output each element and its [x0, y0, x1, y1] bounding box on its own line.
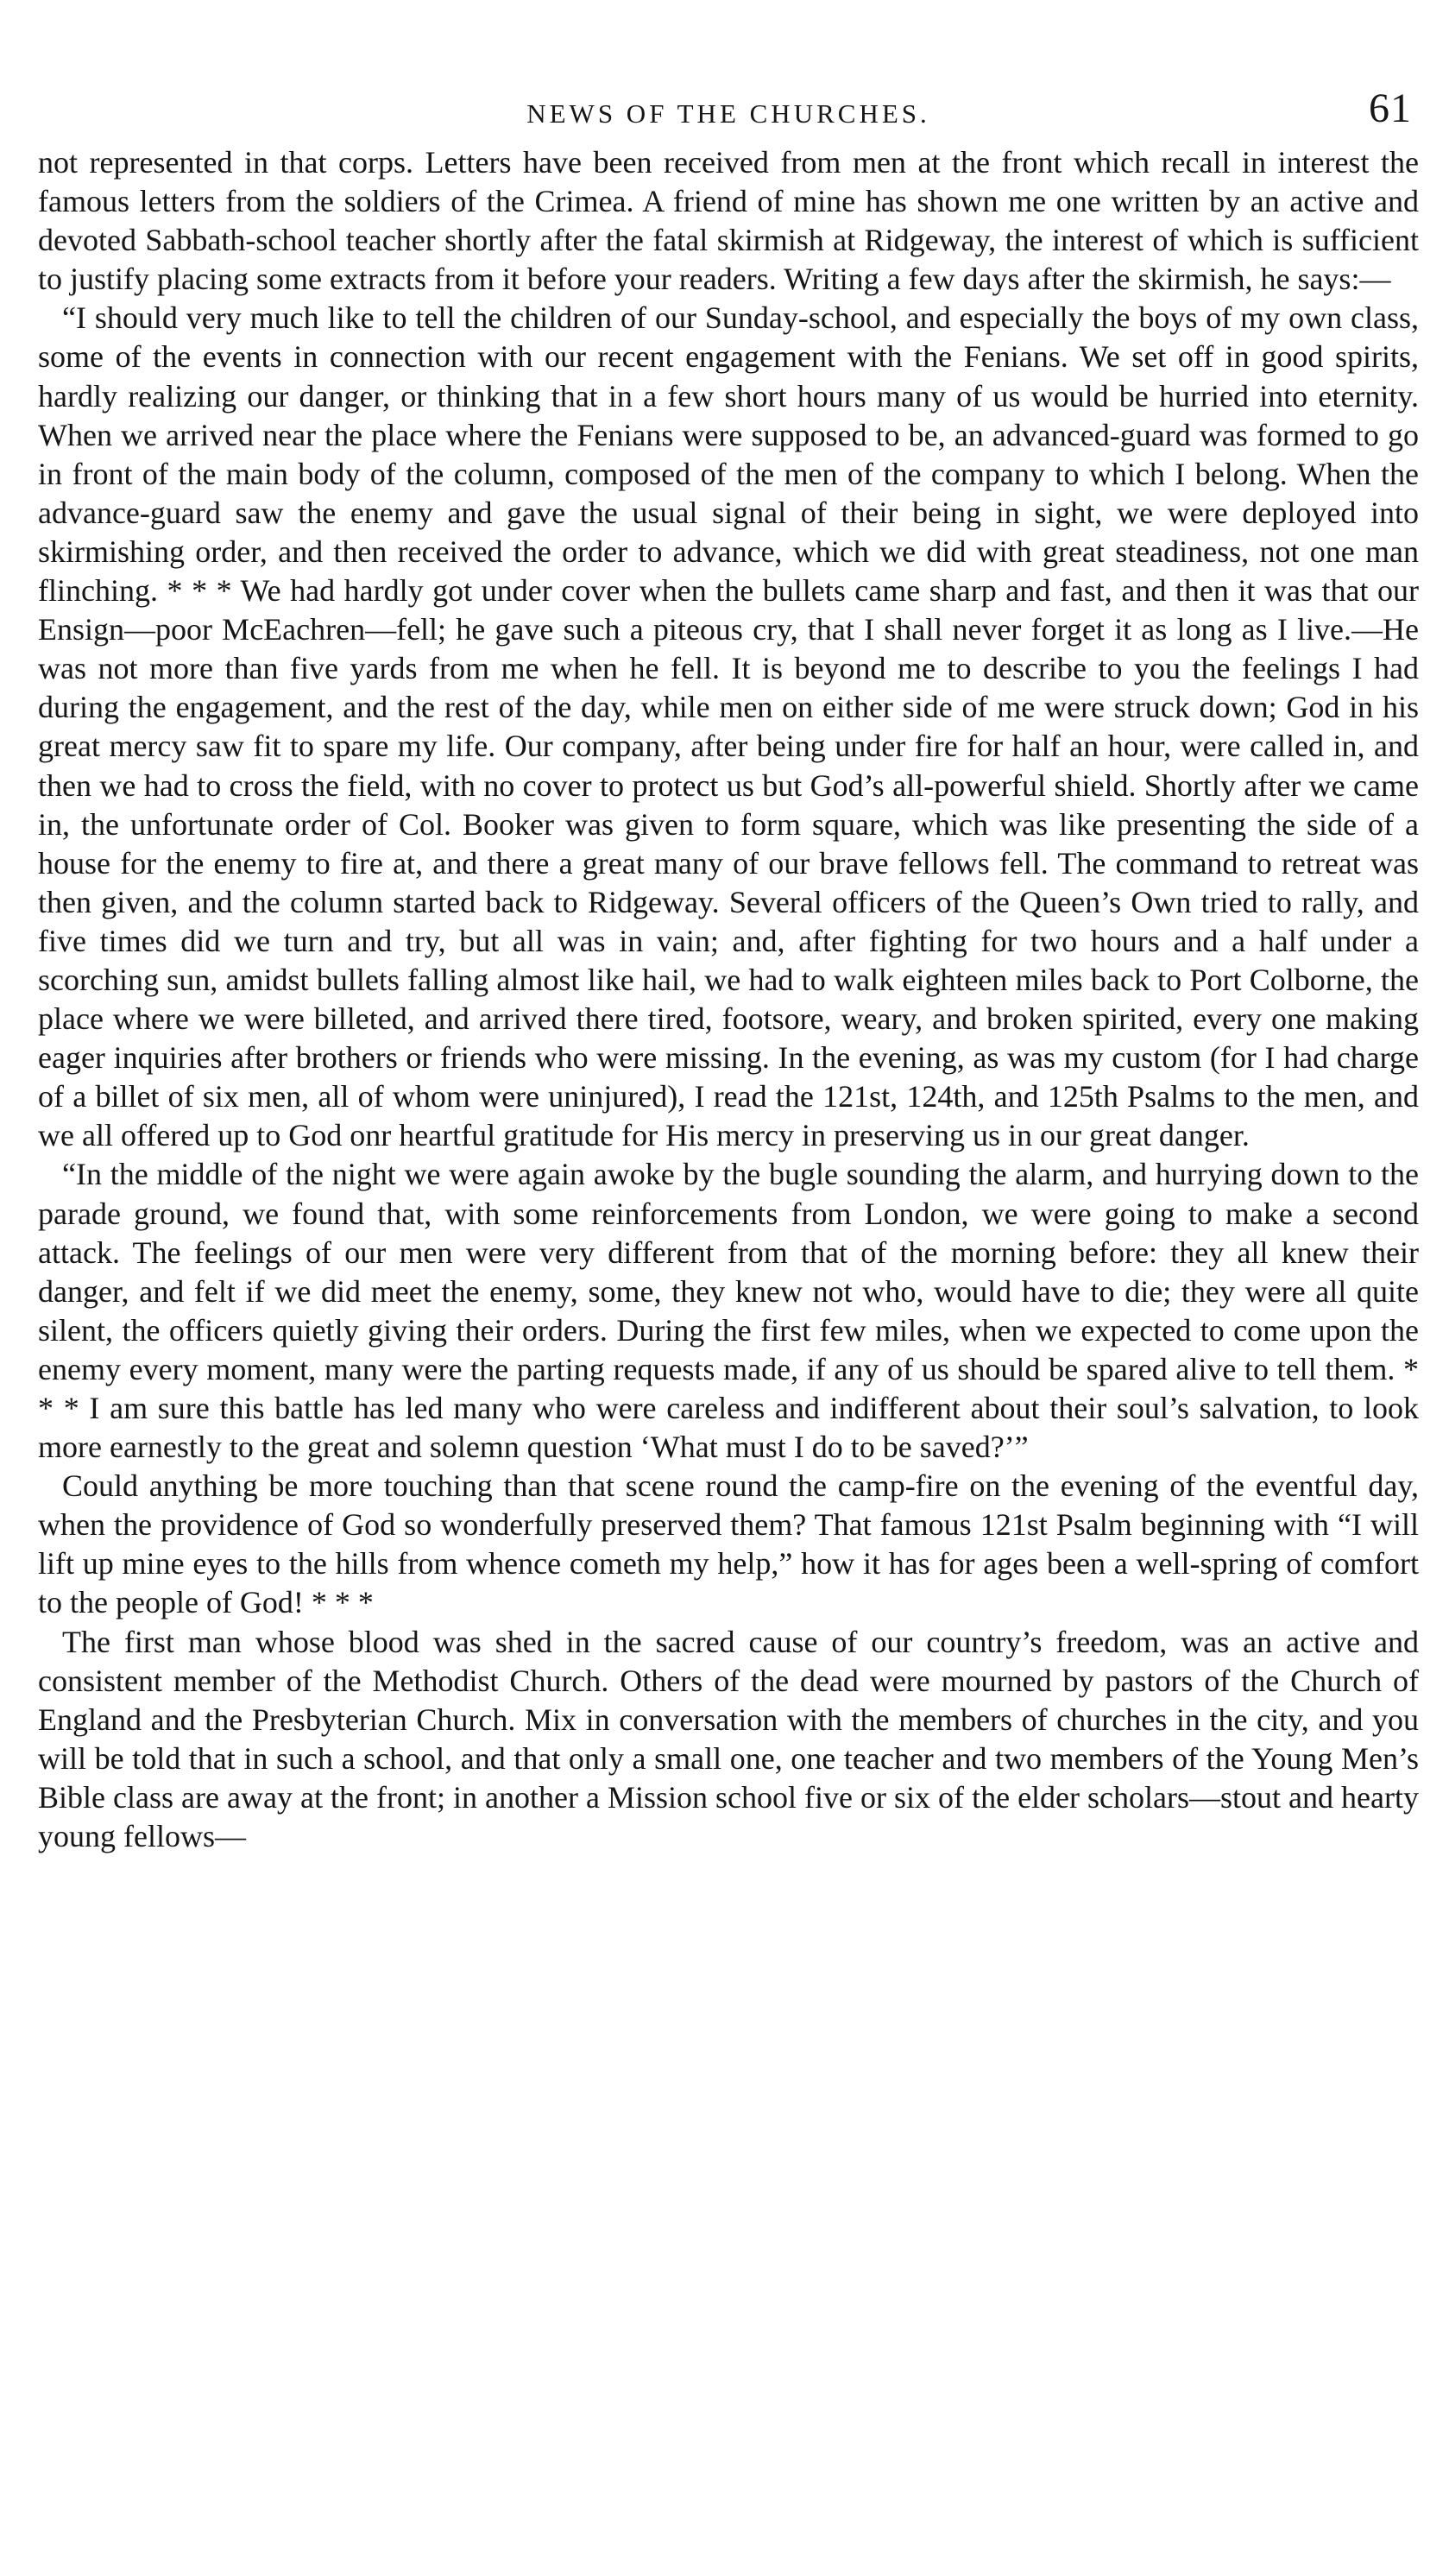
- running-title: NEWS OF THE CHURCHES.: [526, 98, 930, 129]
- body-text: [38, 143, 1419, 1856]
- paragraph-commentary: Could anything be more touching than that scene round the camp-fire on the evening of the eventful day, when the providence of God so wonderfully preserved them? That famous 121st Psalm beginning with “I will lift up mine eyes to the hills from whence cometh my help,” how it has for ages been a well-spring of comfort to the people of God! * * *: [38, 1468, 1419, 1620]
- paragraph-letter-second-part: “In the middle of the night we were again awoke by the bugle sounding the alarm, and hurrying down to the parade ground, we found that, with some reinforcements from London, we were going to make a second attack. The feelings of our men were very different from that of the morning before: they all knew their danger, and felt if we did meet the enemy, some, they knew not who, would have to die; they were all quite silent, the officers quietly giving their orders. During the first few miles, when we expected to come upon the enemy every moment, many were the parting requests made, if any of us should be spared alive to tell them. * * * I am sure this battle has led many who were careless and indifferent about their soul’s salvation, to look more earnestly to the great and solemn question ‘What must I do to be saved?’”: [38, 1157, 1419, 1465]
- document-page: [38, 60, 1419, 1856]
- paragraph-church-news: The first man whose blood was shed in the sacred cause of our country’s freedom, was an active and consistent member of the Methodist Church. Others of the dead were mourned by pastors of the Church of England and the Presbyterian Church. Mix in conversation with the members of churches in the city, and you will be told that in such a school, and that only a small one, one teacher and two members of the Young Men’s Bible class are away at the front; in another a Mission school five or six of the elder scholars—stout and hearty young fellows—: [38, 1624, 1419, 1854]
- page-number: 61: [1369, 85, 1412, 131]
- paragraph-letter-first-part: “I should very much like to tell the children of our Sunday-school, and especially the boys of my own class, some of the events in connection with our recent engagement with the Fenians. We set off in good spirits, hardly realizing our danger, or thinking that in a few short hours many of us would be hurried into eternity. When we arrived near the place where the Fenians were supposed to be, an advanced-guard was formed to go in front of the main body of the column, composed of the men of the company to which I belong. When the advance-guard saw the enemy and gave the usual signal of their being in sight, we were deployed into skirmishing order, and then received the order to advance, which we did with great steadiness, not one man flinching. * * * We had hardly got under cover when the bullets came sharp and fast, and then it was that our Ensign—poor McEachren—fell; he gave such a piteous cry, that I shall never forget it as long as I live.—He was not more than five yards from me when he fell. It is beyond me to describe to you the feelings I had during the engagement, and the rest of the day, while men on either side of me were struck down; God in his great mercy saw fit to spare my life. Our company, after being under fire for half an hour, were called in, and then we had to cross the field, with no cover to protect us but God’s all-powerful shield. Shortly after we came in, the unfortunate order of Col. Booker was given to form square, which was like presenting the side of a house for the enemy to fire at, and there a great many of our brave fellows fell. The command to retreat was then given, and the column started back to Ridgeway. Several officers of the Queen’s Own tried to rally, and five times did we turn and try, but all was in vain; and, after fighting for two hours and a half under a scorching sun, amidst bullets falling almost like hail, we had to walk eighteen miles back to Port Colborne, the place where we were billeted, and arrived there tired, footsore, weary, and broken spirited, every one making eager inquiries after brothers or friends who were missing. In the evening, as was my custom (for I had charge of a billet of six men, all of whom were uninjured), I read the 121st, 124th, and 125th Psalms to the men, and we all offered up to God onr heartful gratitude for His mercy in preserving us in our great danger.: [38, 300, 1419, 1153]
- page-header: [38, 60, 1419, 143]
- paragraph-continuation: not represented in that corps. Letters have been received from men at the front which recall in interest the famous letters from the soldiers of the Crimea. A friend of mine has shown me one written by an active and devoted Sabbath-school teacher shortly after the fatal skirmish at Ridgeway, the interest of which is sufficient to justify placing some extracts from it before your readers. Writing a few days after the skirmish, he says:—: [38, 145, 1419, 297]
